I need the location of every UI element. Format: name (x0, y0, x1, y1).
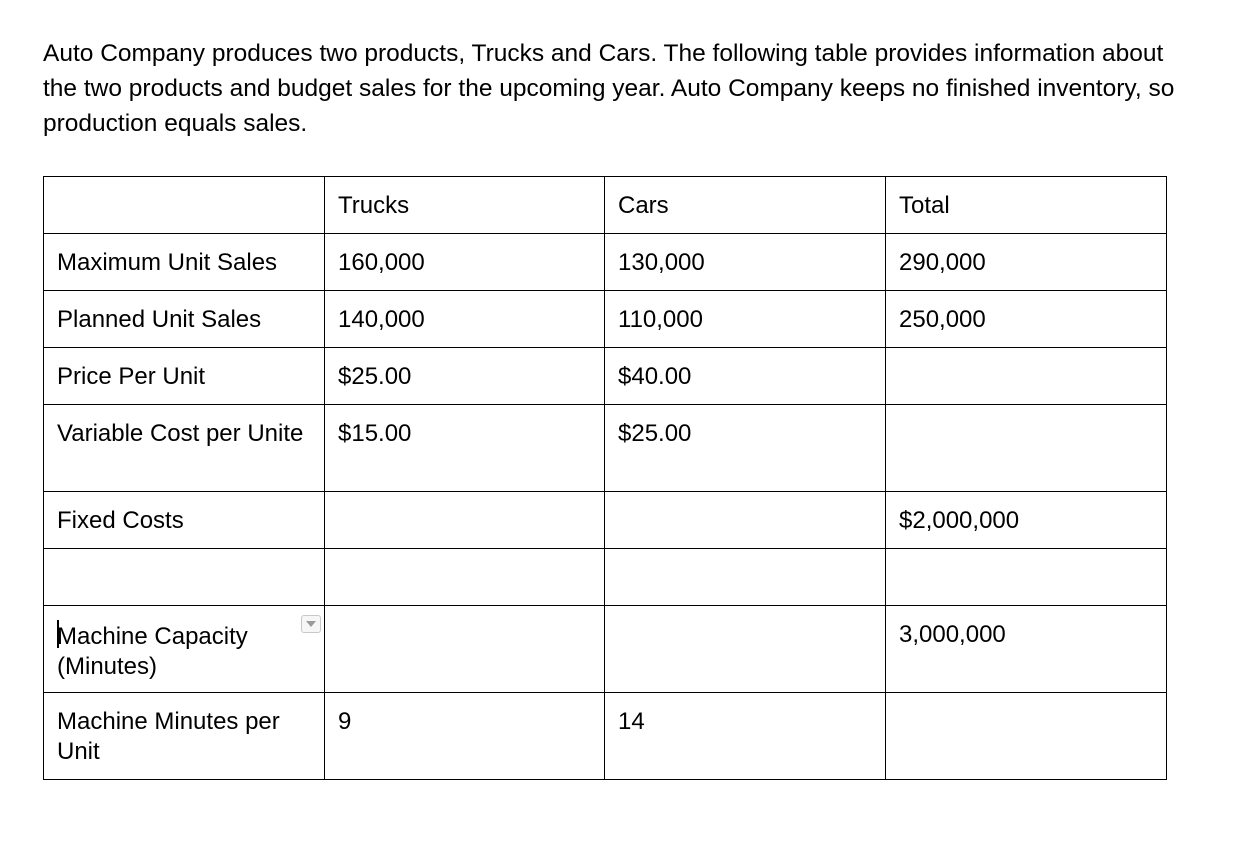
cars-cell[interactable] (605, 492, 886, 549)
cars-cell[interactable] (605, 606, 886, 693)
chevron-down-icon[interactable] (301, 615, 321, 633)
header-cell-trucks[interactable]: Trucks (325, 177, 605, 234)
table-row-machine-capacity (44, 606, 1167, 693)
trucks-cell[interactable] (325, 549, 605, 606)
total-cell[interactable]: 290,000 (886, 234, 1167, 291)
table-header-row (44, 177, 1167, 234)
total-cell[interactable]: 250,000 (886, 291, 1167, 348)
header-cell-cars[interactable]: Cars (605, 177, 886, 234)
total-cell[interactable]: 3,000,000 (886, 606, 1167, 693)
total-cell[interactable] (886, 348, 1167, 405)
cars-cell[interactable]: 130,000 (605, 234, 886, 291)
trucks-cell[interactable]: 9 (325, 693, 605, 780)
table-row-fixed-costs (44, 492, 1167, 549)
cars-cell[interactable]: $25.00 (605, 405, 886, 492)
row-label-cell[interactable]: Fixed Costs (44, 492, 325, 549)
intro-paragraph: Auto Company produces two products, Trucks and Cars. The following table provides information about the two products and budget sales for the upcoming year. Auto Company keeps no finished inventory, so production equals sales. (43, 40, 1175, 137)
row-label-text: Machine Capacity (Minutes) (57, 623, 248, 680)
header-cell-total[interactable]: Total (886, 177, 1167, 234)
trucks-cell[interactable] (325, 606, 605, 693)
trucks-cell[interactable]: $15.00 (325, 405, 605, 492)
row-label-cell[interactable]: Planned Unit Sales (44, 291, 325, 348)
table-row-empty (44, 549, 1167, 606)
total-cell[interactable] (886, 693, 1167, 780)
row-label-cell[interactable]: Price Per Unit (44, 348, 325, 405)
cars-cell[interactable]: 14 (605, 693, 886, 780)
table-row-variable-cost (44, 405, 1167, 492)
cars-cell[interactable]: $40.00 (605, 348, 886, 405)
table-row-maximum-unit-sales (44, 234, 1167, 291)
row-label-cell-active[interactable] (44, 606, 325, 693)
row-label-cell[interactable] (44, 549, 325, 606)
product-budget-table (43, 176, 1167, 780)
trucks-cell[interactable]: $25.00 (325, 348, 605, 405)
table-row-machine-minutes (44, 693, 1167, 780)
table-row-price-per-unit (44, 348, 1167, 405)
total-cell[interactable] (886, 549, 1167, 606)
cars-cell[interactable] (605, 549, 886, 606)
table-row-planned-unit-sales (44, 291, 1167, 348)
trucks-cell[interactable]: 140,000 (325, 291, 605, 348)
row-label-cell[interactable]: Machine Minutes per Unit (44, 693, 325, 780)
row-label-cell[interactable]: Variable Cost per Unite (44, 405, 325, 492)
trucks-cell[interactable] (325, 492, 605, 549)
row-label-cell[interactable]: Maximum Unit Sales (44, 234, 325, 291)
total-cell[interactable] (886, 405, 1167, 492)
cars-cell[interactable]: 110,000 (605, 291, 886, 348)
total-cell[interactable]: $2,000,000 (886, 492, 1167, 549)
trucks-cell[interactable]: 160,000 (325, 234, 605, 291)
header-cell-empty[interactable] (44, 177, 325, 234)
